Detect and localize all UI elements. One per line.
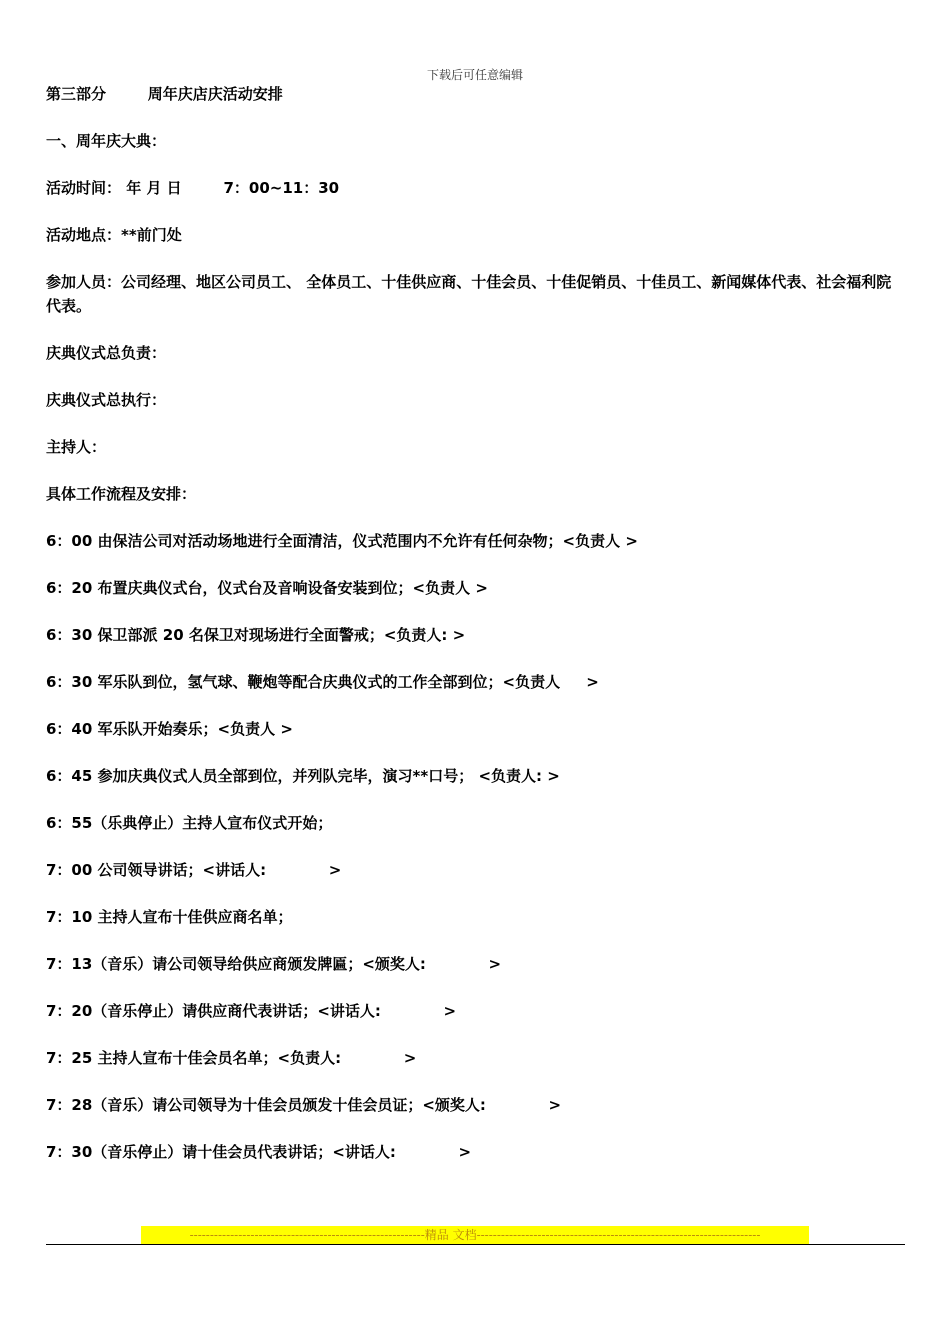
event-location: 活动地点：**前门处 <box>46 226 182 244</box>
schedule-item: 7：20（音乐停止）请供应商代表讲话；<讲话人: > <box>46 1002 457 1020</box>
schedule-item: 7：10 主持人宣布十佳供应商名单； <box>46 908 293 926</box>
ceremony-executor: 庆典仪式总执行： <box>46 391 167 409</box>
workflow-heading: 具体工作流程及安排： <box>46 485 197 503</box>
schedule-item: 6：00 由保洁公司对活动场地进行全面清洁，仪式范围内不允许有任何杂物；<负责人 > <box>46 532 638 550</box>
schedule-item: 6：40 军乐队开始奏乐；<负责人 > <box>46 720 293 738</box>
schedule-item: 7：00 公司领导讲话；<讲话人: > <box>46 861 342 879</box>
schedule-item: 6：45 参加庆典仪式人员全部到位，并列队完毕，演习**口号； <负责人: > <box>46 767 560 785</box>
schedule-item: 7：13（音乐）请公司领导给供应商颁发牌匾；<颁奖人: > <box>46 955 502 973</box>
section-title: 第三部分 周年庆店庆活动安排 <box>46 85 283 103</box>
schedule-item: 7：25 主持人宣布十佳会员名单；<负责人: > <box>46 1049 417 1067</box>
schedule-item: 6：20 布置庆典仪式台，仪式台及音响设备安装到位；<负责人 > <box>46 579 488 597</box>
schedule-item: 6：55（乐典停止）主持人宣布仪式开始； <box>46 814 333 832</box>
event-time: 活动时间： 年 月 日 7：00~11：30 <box>46 179 340 197</box>
schedule-item: 6：30 保卫部派 20 名保卫对现场进行全面警戒；<负责人: > <box>46 626 466 644</box>
subsection-heading: 一、周年庆大典： <box>46 132 167 150</box>
footer-rule <box>46 1244 905 1245</box>
ceremony-lead: 庆典仪式总负责： <box>46 344 167 362</box>
schedule-item: 6：30 军乐队到位，氢气球、鞭炮等配合庆典仪式的工作全部到位；<负责人 > <box>46 673 599 691</box>
document-body <box>46 82 906 1187</box>
schedule-item: 7：28（音乐）请公司领导为十佳会员颁发十佳会员证；<颁奖人: > <box>46 1096 562 1114</box>
footer-band: ----------------------------------------------------------精品 文档---------------------------------------------------------------------- <box>141 1226 809 1244</box>
host: 主持人： <box>46 438 107 456</box>
participants: 参加人员：公司经理、地区公司员工、 全体员工、十佳供应商、十佳会员、十佳促销员、十佳员工、新闻媒体代表、社会福利院代表。 <box>46 273 892 315</box>
header-note: 下载后可任意编辑 <box>426 68 523 82</box>
schedule-item: 7：30（音乐停止）请十佳会员代表讲话；<讲话人: > <box>46 1143 472 1161</box>
